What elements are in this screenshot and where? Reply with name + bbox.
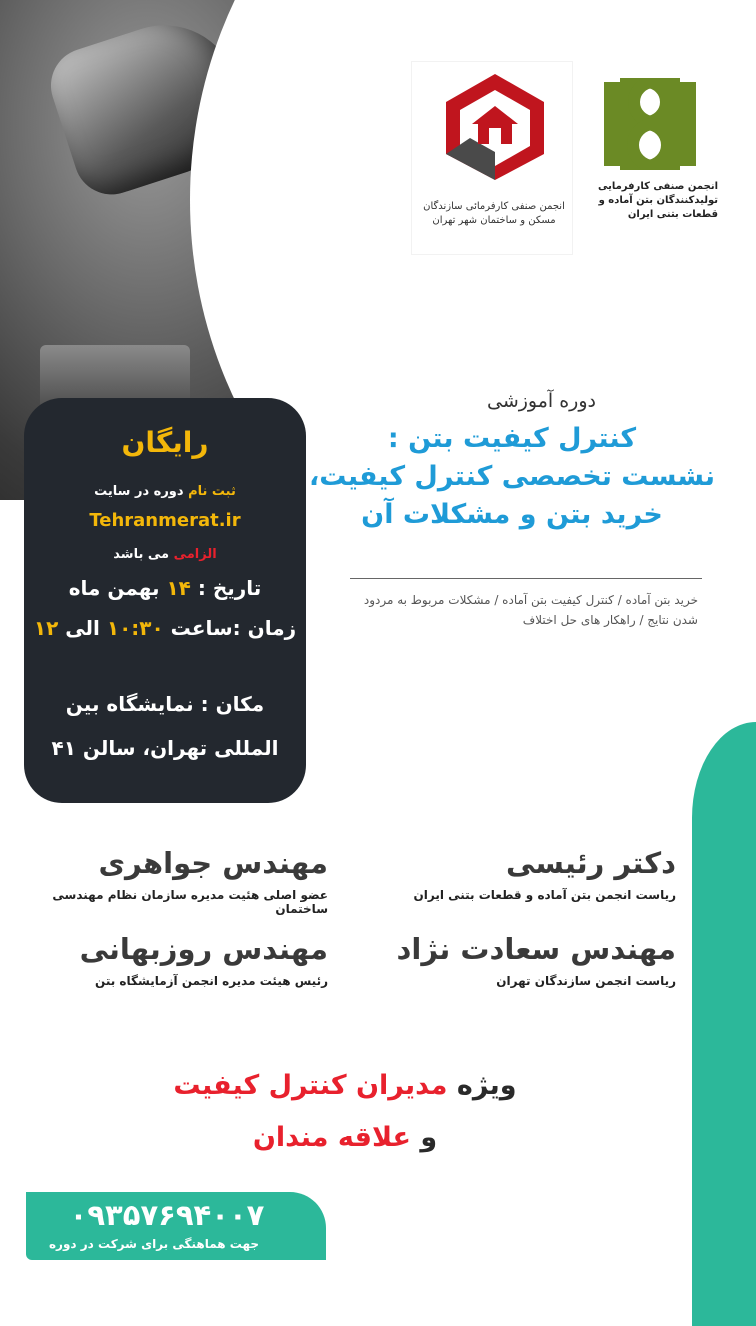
time-mid: الی [65,616,100,640]
audience-prefix: ویژه [456,1070,517,1101]
left-org-name: انجمن صنفی کارفرمائی سازندگان مسکن و ساختمان شهر تهران [423,201,565,226]
course-title [292,420,732,534]
required-suffix: می باشد [113,547,170,562]
speaker-role: ریاست انجمن بتن آماده و قطعات بتنی ایران [413,888,676,902]
contact-note: جهت هماهنگی برای شرکت در دوره [48,1237,260,1251]
time-prefix: زمان :ساعت [170,616,297,640]
speaker-role: عضو اصلی هئیت مدیره سازمان نظام مهندسی ساختمان [52,888,328,916]
right-org-name: انجمن صنفی کارفرمایی تولیدکنندگان بتن آماده و قطعات بتنی ایران [597,181,718,220]
teal-side-band [692,722,756,1326]
course-label: دوره آموزشی [486,390,596,412]
speaker-card [397,932,676,988]
event-time [24,616,306,640]
event-place: مکان : نمایشگاه بین المللی تهران، سالن ۴۱ [51,692,279,760]
course-title-line: کنترل کیفیت بتن : [387,423,637,454]
registration-word: ثبت نام [188,484,236,499]
required-note [24,547,306,562]
audience-line [150,1122,540,1153]
speaker-name: مهندس سعادت نژاد [396,932,676,966]
phone-number[interactable]: ۰۹۳۵۷۶۹۴۰۰۷ [69,1198,265,1232]
event-date [24,576,306,600]
house-builders-logo [440,72,550,182]
audience-conj: و [420,1122,438,1153]
speaker-name: دکتر رئیسی [506,846,676,880]
audience-line [150,1070,540,1101]
concrete-association-logo [600,78,700,170]
speaker-card [0,846,328,916]
course-topics: خرید بتن آماده / کنترل کیفیت بتن آماده / مشکلات مربوط به مردود شدن نتایج / راهکار های حل اختلاف [363,593,698,627]
audience-target: مدیران کنترل کیفیت [173,1070,448,1101]
date-prefix: تاریخ : [197,576,262,600]
course-title-line: خرید بتن و مشکلات آن [361,499,663,530]
required-word: الزامی [173,547,217,562]
info-card [24,398,306,803]
contact-box[interactable] [26,1192,326,1260]
free-badge: رایگان [121,426,209,459]
speaker-card [80,932,328,988]
speaker-role: رئیس هیئت مدیره انجمن آزمایشگاه بتن [95,974,328,988]
divider [350,578,702,579]
time-start: ۱۰:۳۰ [106,616,164,640]
course-title-line: نشست تخصصی کنترل کیفیت، [309,461,715,492]
speaker-card [414,846,677,902]
date-suffix: بهمن ماه [68,576,160,600]
date-day: ۱۴ [166,576,191,600]
audience-target: علاقه مندان [252,1122,411,1153]
speaker-name: مهندس روزبهانی [79,932,328,966]
speaker-role: ریاست انجمن سازندگان تهران [496,974,676,988]
speaker-name: مهندس جواهری [98,846,328,880]
time-end: ۱۲ [33,616,59,640]
registration-note [24,484,306,499]
website-link[interactable]: Tehranmerat.ir [89,510,241,531]
registration-suffix: دوره در سایت [94,484,184,499]
